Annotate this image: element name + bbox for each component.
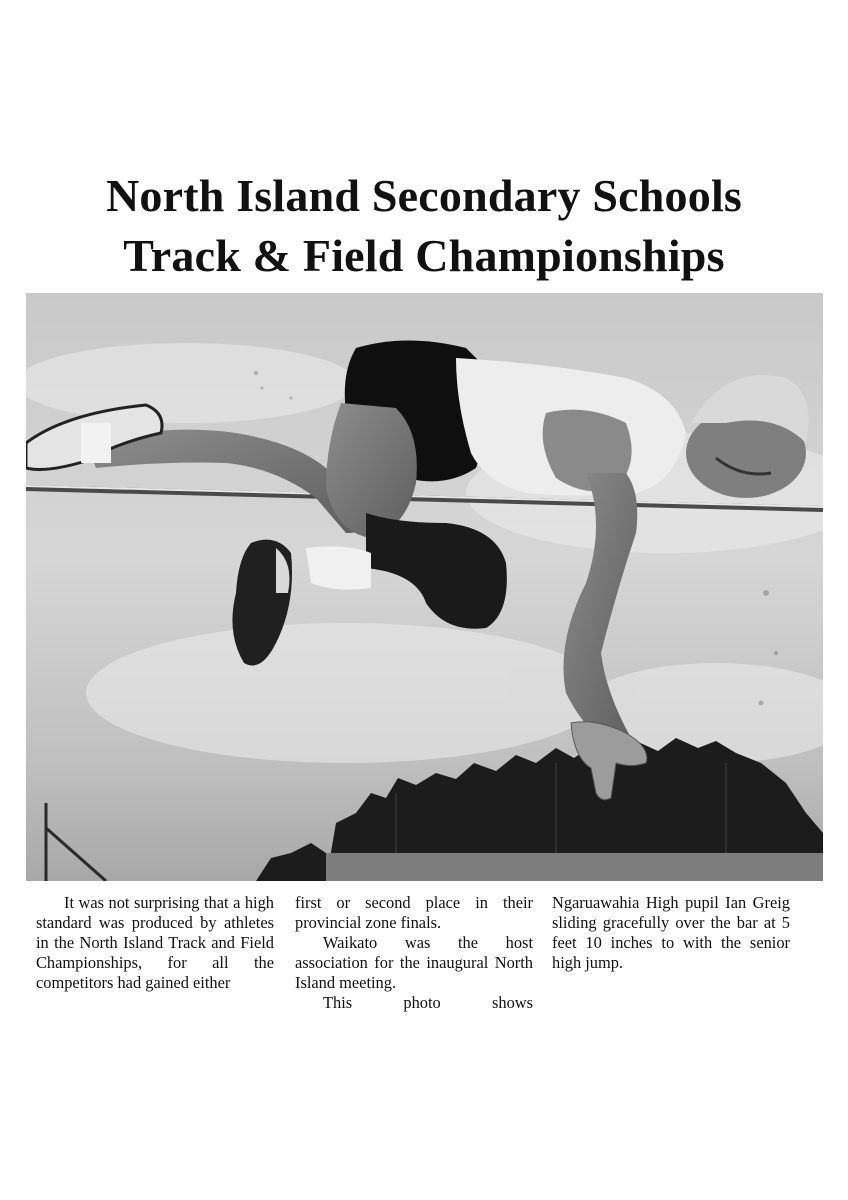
article-paragraph: This photo shows <box>323 993 533 1012</box>
article-paragraph: Waikato was the host association for the inaugural North Island meeting. <box>295 933 533 992</box>
article-column-3 <box>552 893 790 973</box>
headline-line-1: North Island Secondary Schools <box>105 170 743 221</box>
headline <box>0 166 848 286</box>
article-paragraph: first or second place in their provincial zone finals. <box>295 893 533 932</box>
article-paragraph: Ngaruawahia High pupil Ian Greig sliding gracefully over the bar at 5 feet 10 inches to with the senior high jump. <box>552 893 790 972</box>
article-body <box>36 893 793 1023</box>
high-jump-photo <box>26 293 823 881</box>
article-column-1 <box>36 893 274 993</box>
article-column-2 <box>295 893 533 1013</box>
headline-line-2: Track & Field Championships <box>123 230 725 281</box>
article-paragraph: It was not surprising that a high standard was produced by athletes in the North Island Track and Field Championships, for all the competitors had gained either <box>36 893 274 992</box>
